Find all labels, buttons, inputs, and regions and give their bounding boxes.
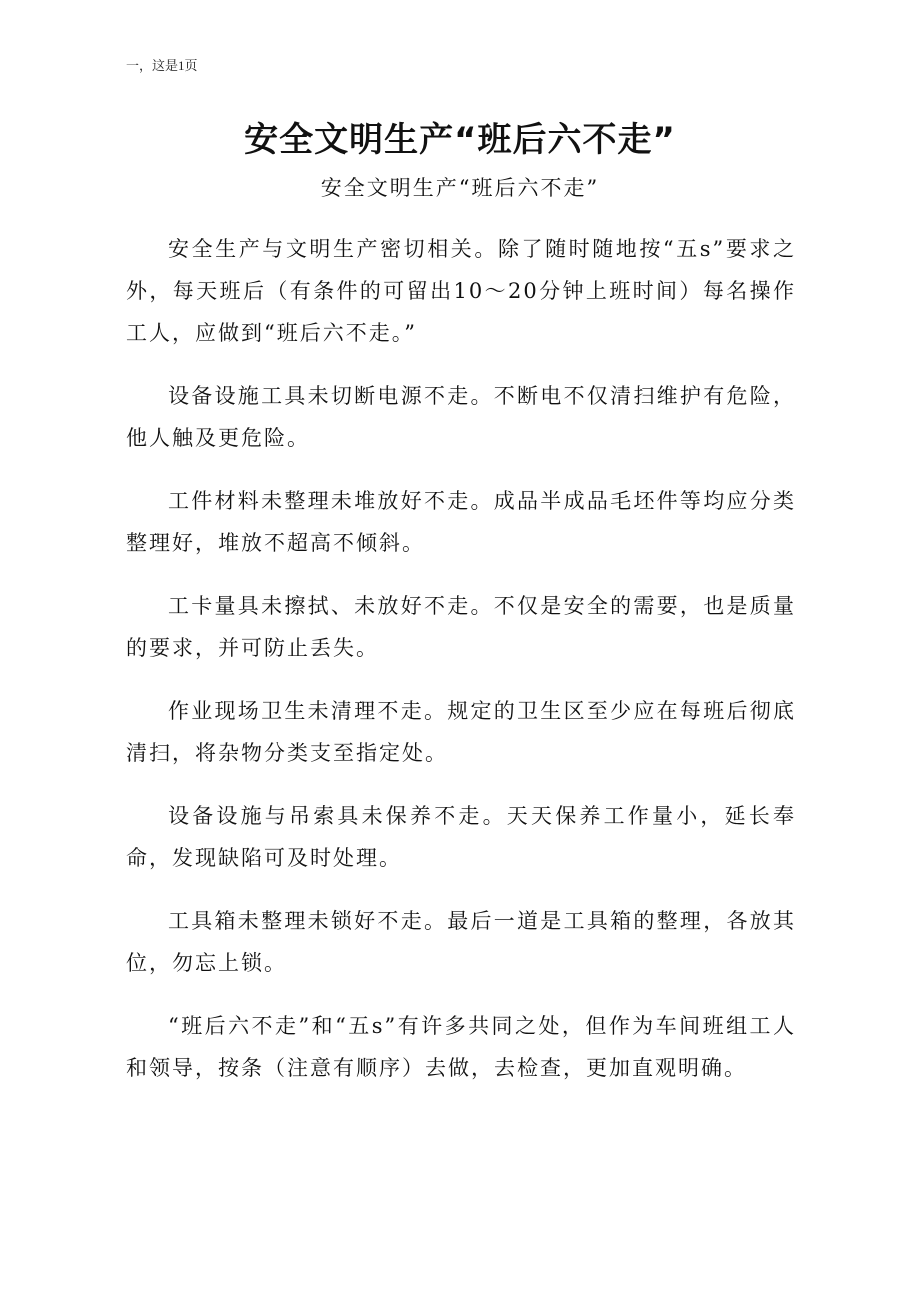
paragraph-rule-5: 设备设施与吊索具未保养不走。天天保养工作量小，延长奉命，发现缺陷可及时处理。 xyxy=(126,804,796,870)
paragraph-rule-1: 设备设施工具未切断电源不走。不断电不仅清扫维护有危险，他人触及更危险。 xyxy=(126,384,796,450)
document-body xyxy=(126,228,796,1110)
paragraph-rule-4: 作业现场卫生未清理不走。规定的卫生区至少应在每班后彻底清扫，将杂物分类支至指定处。 xyxy=(126,699,796,765)
paragraph-rule-3: 工卡量具未擦拭、未放好不走。不仅是安全的需要，也是质量的要求，并可防止丢失。 xyxy=(126,594,796,660)
paragraph-rule-6: 工具箱未整理未锁好不走。最后一道是工具箱的整理，各放其位，勿忘上锁。 xyxy=(126,909,796,975)
paragraph-conclusion: “班后六不走”和“五s”有许多共同之处，但作为车间班组工人和领导，按条（注意有顺序）去做，去检查，更加直观明确。 xyxy=(126,1014,796,1080)
paragraph-rule-2: 工件材料未整理未堆放好不走。成品半成品毛坯件等均应分类整理好，堆放不超高不倾斜。 xyxy=(126,489,796,555)
document-subtitle: 安全文明生产“班后六不走” xyxy=(320,176,600,200)
page-header-note: 一，这是1页 xyxy=(126,58,198,73)
document-title: 安全文明生产“班后六不走” xyxy=(244,120,676,160)
paragraph-intro: 安全生产与文明生产密切相关。除了随时随地按“五s”要求之外，每天班后（有条件的可留出10～20分钟上班时间）每名操作工人，应做到“班后六不走。” xyxy=(126,237,796,345)
